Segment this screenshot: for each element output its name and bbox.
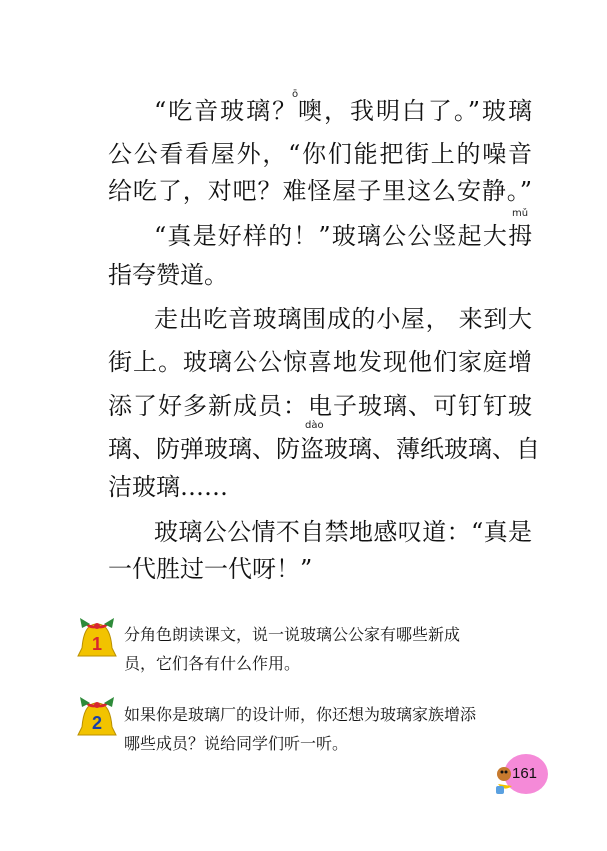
story-line: 添了好多新成员：电子玻璃、可钉钉玻 bbox=[108, 392, 532, 420]
bell-icon bbox=[72, 693, 122, 745]
exercise-number: 1 bbox=[91, 634, 103, 654]
story-line: 一代胜过一代呀！” bbox=[108, 555, 313, 583]
story-line: “吃音玻璃？噢，我明白了。”玻璃 bbox=[154, 97, 532, 125]
exercise-line: 哪些成员？说给同学们听一听。 bbox=[124, 734, 349, 753]
story-line: 洁玻璃…… bbox=[108, 473, 228, 501]
exercise-line: 员，它们各有什么作用。 bbox=[124, 654, 301, 673]
story-line: 指夸赞道。 bbox=[108, 261, 228, 289]
story-line: 街上。玻璃公公惊喜地发现他们家庭增 bbox=[108, 348, 532, 376]
pinyin-mu: mǔ bbox=[512, 208, 529, 219]
story-line: 玻璃公公情不自禁地感叹道：“真是 bbox=[154, 518, 532, 546]
story-line: 给吃了，对吧？难怪屋子里这么安静。” bbox=[108, 177, 532, 205]
exercise-2-text bbox=[124, 700, 534, 758]
story-line: “真是好样的！”玻璃公公竖起大拇 bbox=[154, 222, 532, 250]
story-line: 公公看看屋外，“你们能把街上的噪音 bbox=[108, 140, 532, 168]
pinyin-o: ō bbox=[292, 89, 299, 100]
exercise-line: 分角色朗读课文，说一说玻璃公公家有哪些新成 bbox=[124, 625, 461, 644]
exercise-line: 如果你是玻璃厂的设计师，你还想为玻璃家族增添 bbox=[124, 705, 477, 724]
exercise-1-text bbox=[124, 620, 534, 678]
story-line: 走出吃音玻璃围成的小屋， 来到大 bbox=[154, 305, 532, 333]
page-number: 161 bbox=[512, 765, 538, 782]
pinyin-dao: dào bbox=[305, 420, 324, 431]
story-line: 璃、防弹玻璃、防盗玻璃、薄纸玻璃、自 bbox=[108, 435, 540, 463]
page-number-badge bbox=[492, 752, 550, 798]
bell-icon bbox=[72, 614, 122, 666]
exercise-number: 2 bbox=[91, 713, 103, 733]
